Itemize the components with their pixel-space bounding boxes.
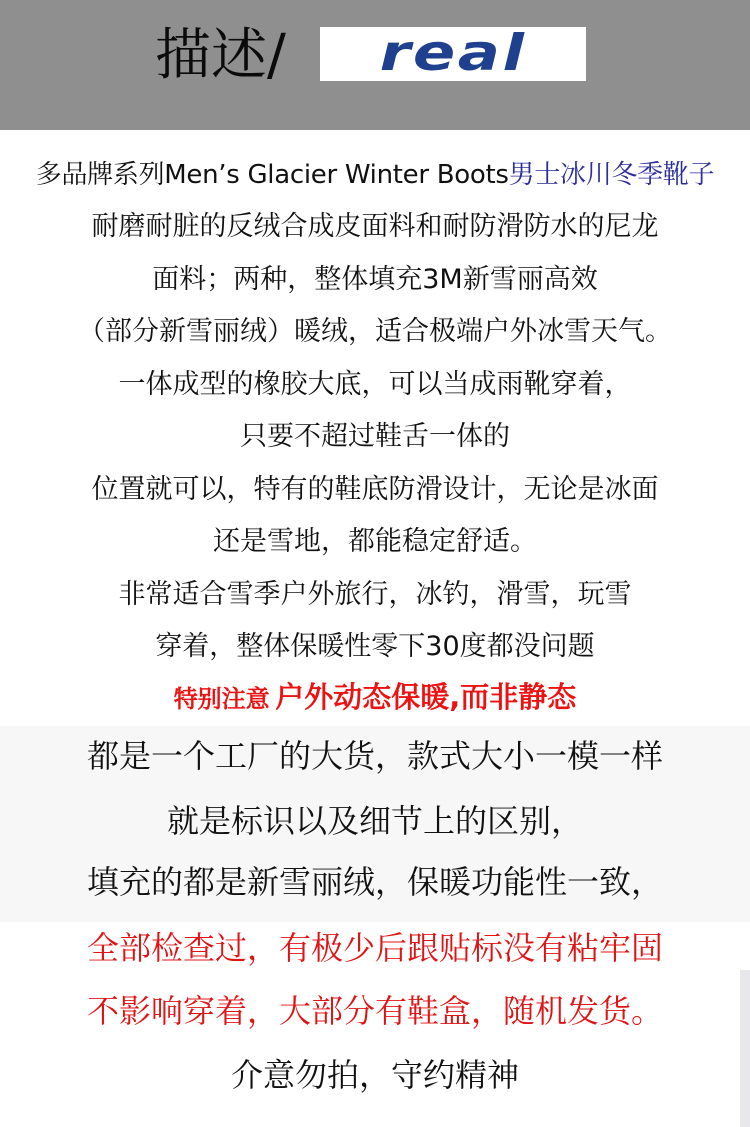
description-line-4: （部分新雪丽绒）暖绒，适合极端户外冰雪天气。 [78,316,672,347]
product-title-line [0,157,750,193]
description-line-5: 一体成型的橡胶大底，可以当成雨靴穿着， [118,369,632,400]
header-title: 描述/ [155,23,286,88]
details-line-1: 都是一个工厂的大货，款式大小一模一样 [86,737,663,775]
description-line-9: 非常适合雪季户外旅行，冰钓，滑雪，玩雪 [118,579,632,610]
description-line-10: 穿着，整体保暖性零下30度都没问题 [155,631,595,662]
header-banner [0,0,750,130]
notice-label: 特别注意 [173,685,270,713]
closing-line: 介意勿拍，守约精神 [230,1056,519,1094]
details-line-2: 就是标识以及细节上的区别， [166,802,583,840]
notice-text: 户外动态保暖,而非静态 [275,680,577,714]
warning-line-2: 不影响穿着，大部分有鞋盒，随机发货。 [86,992,663,1030]
description-line-7: 位置就可以，特有的鞋底防滑设计，无论是冰面 [91,474,659,505]
warning-line-1: 全部检查过，有极少后跟贴标没有粘牢固 [86,929,663,967]
description-line-2: 耐磨耐脏的反绒合成皮面料和耐防滑防水的尼龙 [91,211,659,242]
logo-text: real [379,27,527,81]
real-logo-icon [320,27,586,81]
brand-logo [320,27,586,81]
brand-series-text: 多品牌系列Men’s Glacier Winter Boots [35,160,509,190]
description-line-3: 面料；两种，整体填充3M新雪丽高效 [152,264,598,295]
special-notice [0,675,750,716]
details-line-3: 填充的都是新雪丽绒，保暖功能性一致， [86,863,663,901]
product-name-text: 男士冰川冬季靴子 [508,160,715,190]
edge-divider [740,970,750,1127]
description-line-8: 还是雪地，都能稳定舒适。 [213,526,537,557]
description-line-6: 只要不超过鞋舌一体的 [240,421,510,452]
